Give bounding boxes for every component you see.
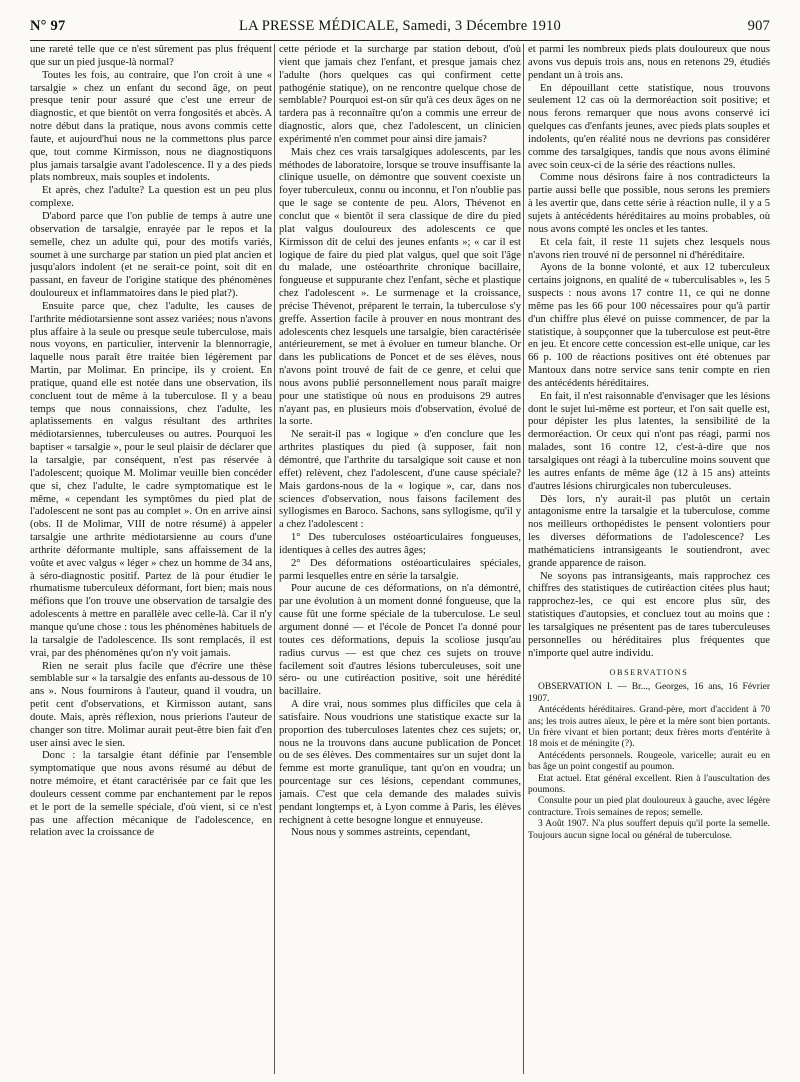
paragraph: et parmi les nombreux pieds plats douloureux que nous avons vus depuis trois ans, nous en retenons 29, étudiés pendant un à trois ans. [528,44,770,81]
paragraph: Pour aucune de ces déformations, on n'a démontré, par une évolution à un moment donné fongueuse, que la cause fût une forme spéciale de la tuberculose. Le seul argument donné — et l'école de Poncet l'a donné pour toutes ces déformations, depuis la scoliose jusqu'au radius curvus — est que chez ces sujets on trouve facilement soit d'autres lésions tuberculeuses, soit une séro- ou une cutiréaction positive, soit une hérédité bacillaire. [279,583,521,698]
paragraph: D'abord parce que l'on publie de temps à autre une observation de tarsalgie, enrayée par le repos et la semelle, chez un adulte qui, pour des motifs variés, soumet à une surcharge par station un pied plat ancien et jusqu'alors indolent (et ne serait-ce point, soit dit en passant, en faveur de l'origine statique des phénomènes douloureux et inflammatoires dans le pied plat?). [30,210,272,300]
header-rule [30,40,770,41]
issue-number: N° 97 [30,18,66,34]
paragraph: Toutes les fois, au contraire, que l'on croit à une « tarsalgie » chez un enfant du second âge, on peut presque tenir pour assuré que c'est une erreur de diagnostic, et que bientôt on verra fongosités et abcès. A notre début dans la pratique, nous avons commis cette faute, et aujourd'hui nous ne la commettons plus parce que, tout comme Kirmisson, nous ne diagnostiquons plus jamais tarsalgie avant l'adolescence. Il y a des pieds plats nombreux, mais souples et indolents. [30,69,272,184]
journal-title: LA PRESSE MÉDICALE, Samedi, 3 Décembre 1910 [239,18,561,34]
text-column-2 [279,44,521,1074]
paragraph: 2° Des déformations ostéoarticulaires spéciales, parmi lesquelles entre en série la tarsalgie. [279,557,521,582]
text-column-3 [528,44,770,1074]
paragraph: une rareté telle que ce n'est sûrement pas plus fréquent que sur un pied jusque-là normal? [30,44,272,68]
paragraph: Et après, chez l'adulte? La question est un peu plus complexe. [30,185,272,210]
observation-paragraph: OBSERVATION I. — Br..., Georges, 16 ans, 16 Février 1907. [528,682,770,704]
page-number: 907 [747,18,770,34]
observations-heading: OBSERVATIONS [609,667,689,677]
observation-paragraph: Antécédents personnels. Rougeole, varicelle; aurait eu en bas âge un point congestif au poumon. [528,750,770,773]
paragraph: Donc : la tarsalgie étant définie par l'ensemble symptomatique que nous avons résumé au début de notre mémoire, et étant caractérisée par ce fait que les douleurs cessent comme par enchantement par le repos et le port de la semelle spéciale, d'où vient, si ce n'est pas une affection mécanique de l'adolescence, en relation avec la croissance de [30,750,272,839]
text-column-1 [30,44,272,1074]
paragraph: Ne serait-il pas « logique » d'en conclure que les arthrites plastiques du pied (à supposer, fait non démontré, que l'arthrite du tarsalgique soit cause et non effet) relèvent, chez l'adolescent, d'une cause spéciale? Mais gardons-nous de la « logique », car, dans nos sciences d'observation, nous faisons facilement des syllogismes en Baroco. Sachons, sans syllogisme, qu'il y a chez l'adolescent : [279,429,521,531]
paragraph: Dès lors, n'y aurait-il pas plutôt un certain antagonisme entre la tarsalgie et la tuberculose, comme nos meilleurs orthopédistes le pensent volontiers pour les diverses déformations de l'adolescence? Les mathématiciens intransigeants le soutiendront, avec grande apparence de raison. [528,493,770,569]
running-header [30,14,770,36]
observation-paragraph: Etat actuel. Etat général excellent. Rien à l'auscultation des poumons. [528,773,770,795]
paragraph: Mais chez ces vrais tarsalgiques adolescents, par les méthodes de laboratoire, lorsque se trouve insuffisante la clinique usuelle, on démontre que souvent coexiste un foyer tuberculeux, connu ou inconnu, et l'on n'oublie pas que le sage se contente de peu. Alors, Thévenot en conclut que « bientôt il sera classique de dire du pied plat valgus douloureux des adolescents ce que Kirmisson dit de celui des jeunes enfants »; « car il est logique de faire du pied plat valgus, quel que soit l'âge du malade, une ostéoarthrite chronique bacillaire, fongueuse et suppurante chez l'enfant, sèche et plastique chez l'adolescent ». Le surmenage et la croissance, précise Thévenot, préparent le terrain, la tuberculose s'y greffe. Assertion facile à prouver en nous montrant des adolescents chez lesquels une tarsalgie, bien caractérisée antérieurement, se met à évoluer en tumeur blanche. Or dans les publications de Poncet et de ses élèves, nous n'avons point trouvé de fait de ce genre, et celui que nous avons publié personnellement nous paraît maigre pour une statistique où nous en produisons 29 autres n'ayant pas, en plusieurs mois d'observation, évolué de la sorte. [279,146,521,428]
observation-paragraph: Consulte pour un pied plat douloureux à gauche, avec légère contracture. Trois semaines de repos; semelle. [528,796,770,818]
paragraph: Rien ne serait plus facile que d'écrire une thèse semblable sur « la tarsalgie des enfants au-dessous de 10 ans ». Nous fournirons à l'auteur, quand il voudra, un petit cent d'observations, et Kirmisson autant, sans doute. Mais, après réflexion, nous prierions l'auteur de changer son titre. Molimar aurait peut-être bien fait d'en user ainsi avec le sien. [30,660,272,749]
paragraph: 1° Des tuberculoses ostéoarticulaires fongueuses, identiques à celles des autres âges; [279,532,521,556]
paragraph: A dire vrai, nous sommes plus difficiles que cela à satisfaire. Nous voudrions une statistique exacte sur la proportion des tuberculoses latentes chez ces sujets; or, nous ne la trouvons dans aucune publication de Poncet ou de ses élèves. Des commentaires sur un sujet dont la femme est morte granulique, tant qu'on en voudra; un pourcentage sur ces lésions, cependant communes, jamais. C'est que cela demande des malades suivis pendant longtemps et, à Lyon comme à Paris, les élèves rechignent à cette besogne longue et ennuyeuse. [279,699,521,826]
paragraph: En fait, il n'est raisonnable d'envisager que les lésions dont le sujet lui-même est porteur, et l'on sait quelle est, pour dépister les plus latentes, la sensibilité de la dermoréaction. Or ceux qui n'ont pas réagi, parmi nos malades, sont 16 contre 12, c'est-à-dire que nos tarsalgiques ont réagi à la tuberculine moins souvent que les autres enfants de même âge (12 à 15 ans) atteints d'autres lésions chirurgicales non tuberculeuses. [528,390,770,492]
paragraph: Ne soyons pas intransigeants, mais rapprochez ces chiffres des statistiques de cutiréaction citées plus haut; rapprochez-les, ce qui est encore plus sûr, des statistiques d'autopsies, et concluez tout au moins que : les tarsalgiques ne présentent pas de tares tuberculeuses personnelles ou héréditaires plus fréquentes que n'importe quel autre individu. [528,570,770,659]
observation-paragraph: 3 Août 1907. N'a plus souffert depuis qu'il porte la semelle. Toujours aucun signe local ou général de tuberculose. [528,819,770,841]
paragraph: cette période et la surcharge par station debout, d'où vient que jamais chez l'enfant, et presque jamais chez l'adulte (hors quelques cas qui confirment cette pathogénie statique), on ne rencontre quelque chose de semblable? Pourquoi est-on sûr qu'à ces deux âges on ne tardera pas à reconnaître qu'on a commis une erreur de diagnostic, alors que, chez l'adolescent, un clinicien expérimenté n'en commet pour ainsi dire jamais? [279,44,521,145]
paragraph: En dépouillant cette statistique, nous trouvons seulement 12 cas où la dermoréaction soit positive; et nous ferons remarquer que nous avons conservé ici quelques cas d'enfants jeunes, avec pieds plats souples et indolents, qu'en réalité nous ne devrions pas considérer comme des tarsalgiques, tandis que nous avons éliminé avec soin ceux-ci de la série des réactions nulles. [528,82,770,171]
paragraph: Nous nous y sommes astreints, cependant, [291,827,471,839]
paragraph: Comme nous désirons faire à nos contradicteurs la partie aussi belle que possible, nous serons les premiers à les avertir que, dans cette série à réaction nulle, il y a 5 sujets à antécédents héréditaires au moins probables, où nous avons compté les oncles et les tantes. [528,172,770,235]
observations-section [528,682,770,842]
paragraph: Ensuite parce que, chez l'adulte, les causes de l'arthrite médiotarsienne sont assez variées; nous n'avons plus affaire à la seule ou presque seule tuberculose, mais nous voyons, en particulier, intervenir la blennorragie, laquelle nous paraît être traitée bien légèrement par Martin, par Molimar. En principe, ils y croient. En pratique, quand elle est notée dans une observation, ils concluent tout de même à la tuberculose. Il y a beau temps que nous connaissions, chez l'adulte, les aplatissements en valgus résultant des arthrites médiotarsiennes, tuberculeuses ou autres. Pourquoi les baptiser « tarsalgie », pour le seul plaisir de déclarer que la tarsalgie, par conséquent, n'est pas réservée à l'adolescent; quoique M. Molimar veuille bien concéder que si, chez l'adulte, le cadre symptomatique est le même, « cependant les symptômes du pied plat de l'adolescent ne sont pas au complet ». On en arrive ainsi (obs. II de Molimar, VIII de notre résumé) à appeler tarsalgie une arthrite médiotarsienne au cours d'une arthrite déformante multiple, sans affaissement de la voûte et avec valgus « léger » chez un homme de 34 ans, à séro-diagnostic positif. Partez de là pour étudier le rhumatisme tuberculeux déformant, fort bien; mais nous méfions que l'on trouve une observation de tarsalgie des adolescents à mettre en parallèle avec celle-là. Car il n'y manque qu'une chose : tous les phénomènes habituels de la tarsalgie de l'adolescence. Ils sont remplacés, il est vrai, par des phénomènes qu'on n'y voit jamais. [30,300,272,659]
paragraph: Ayons de la bonne volonté, et aux 12 tuberculeux certains joignons, en qualité de « tuberculisables », les 5 suspects : nous avons 17 contre 11, ce qui ne donne même pas les 66 pour 100 nécessaires pour qu'à partir d'un chiffre plus élevé on puisse commencer, de par la statistique, à soupçonner que la tuberculose est peut-être en jeu. Et encore cette concession est-elle unique, car les 66 p. 100 de réactions positives ont été obtenues par Mantoux dans notre service sans tenir compte en rien des antécédents héréditaires. [528,262,770,389]
column-3-body [528,44,770,661]
column-divider [523,44,524,1074]
paragraph: Et cela fait, il reste 11 sujets chez lesquels nous n'avons rien trouvé ni de personnel ni d'héréditaire. [528,236,770,261]
column-divider [274,44,275,1074]
observation-paragraph: Antécédents héréditaires. Grand-père, mort d'accident à 70 ans; les trois autres aïeux, le père et la mère sont bien portants. Un frère vivant et bien portant; deux frères morts d'entérite à 18 mois et de méningite (?). [528,705,770,750]
